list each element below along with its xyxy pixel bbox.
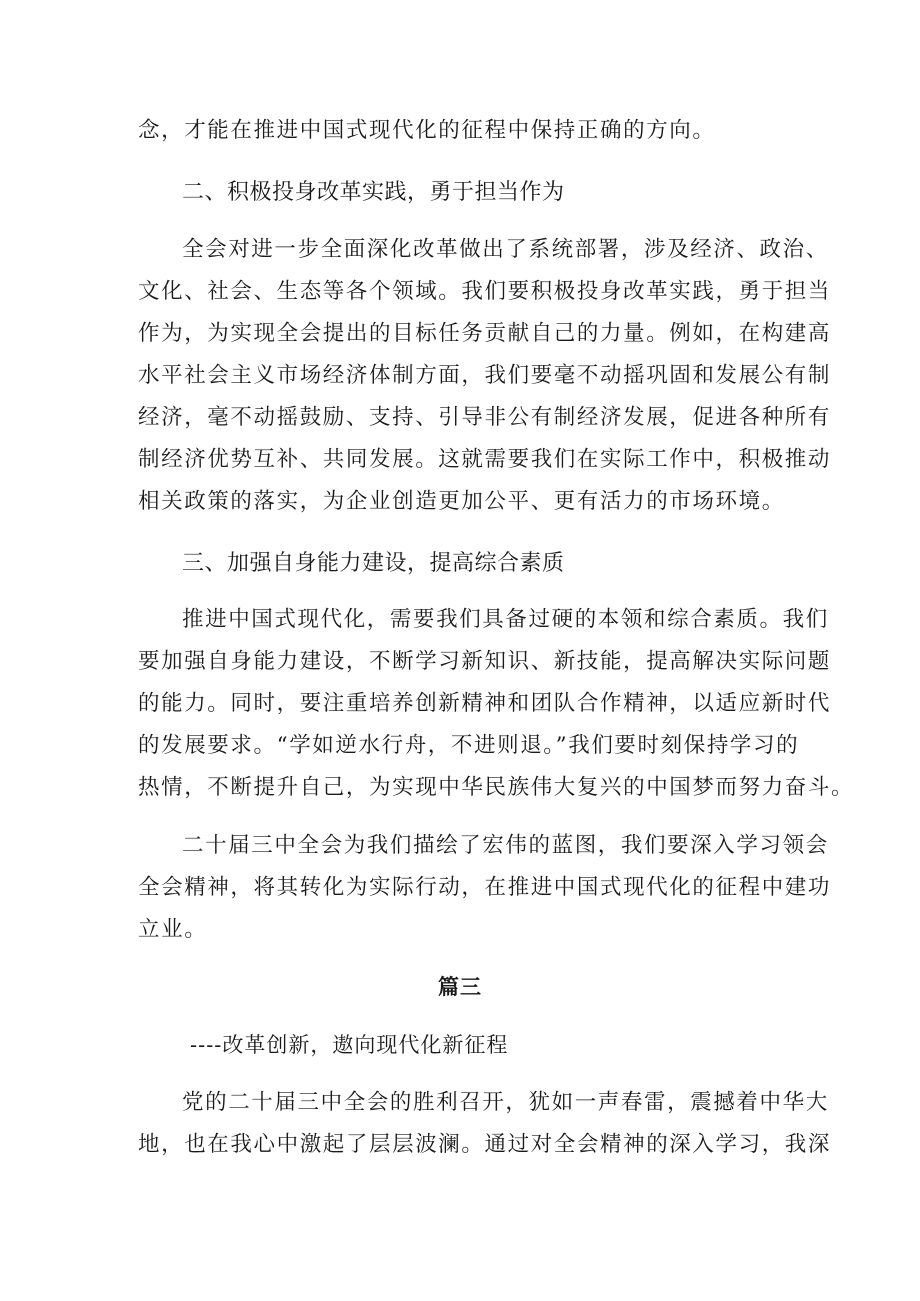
paragraph-line: 的发展要求。“学如逆水行舟，不进则退。”我们要时刻保持学习的 (138, 733, 800, 758)
paragraph-line: 念，才能在推进中国式现代化的征程中保持正确的方向。 (138, 118, 716, 143)
section-title: 篇三 (438, 974, 482, 999)
section-heading-2: 二、积极投身改革实践，勇于担当作为 (182, 180, 565, 205)
paragraph-line: 要加强自身能力建设，不断学习新知识、新技能，提高解决实际问题 (138, 649, 832, 674)
paragraph-line: 的能力。同时，要注重培养创新精神和团队合作精神，以适应新时代 (138, 691, 832, 716)
paragraph-line: 立业。 (138, 917, 208, 942)
paragraph-line: 制经济优势互补、共同发展。这就需要我们在实际工作中，积极推动 (138, 447, 832, 472)
paragraph-line: 全会对进一步全面深化改革做出了系统部署，涉及经济、政治、 (182, 237, 829, 262)
paragraph-line: 文化、社会、生态等各个领域。我们要积极投身改革实践，勇于担当 (138, 279, 832, 304)
paragraph-line: 经济，毫不动摇鼓励、支持、引导非公有制经济发展，促进各种所有 (138, 405, 832, 430)
paragraph-line: 党的二十届三中全会的胜利召开，犹如一声春雷，震撼着中华大 (182, 1090, 829, 1115)
paragraph-line: 全会精神，将其转化为实际行动，在推进中国式现代化的征程中建功 (138, 875, 832, 900)
paragraph-line: 地，也在我心中激起了层层波澜。通过对全会精神的深入学习，我深 (138, 1132, 832, 1157)
section-heading-3: 三、加强自身能力建设，提高综合素质 (182, 551, 565, 576)
paragraph-line: 作为，为实现全会提出的目标任务贡献自己的力量。例如，在构建高 (138, 321, 832, 346)
paragraph-line: 热情，不断提升自己，为实现中华民族伟大复兴的中国梦而努力奋斗。 (138, 775, 855, 800)
paragraph-line: 推进中国式现代化，需要我们具备过硬的本领和综合素质。我们 (182, 607, 829, 632)
paragraph-line: 二十届三中全会为我们描绘了宏伟的蓝图，我们要深入学习领会 (182, 833, 829, 858)
paragraph-line: 相关政策的落实，为企业创造更加公平、更有活力的市场环境。 (138, 489, 785, 514)
subtitle: ----改革创新，遨向现代化新征程 (190, 1033, 509, 1057)
paragraph-line: 水平社会主义市场经济体制方面，我们要毫不动摇巩固和发展公有制 (138, 363, 832, 388)
